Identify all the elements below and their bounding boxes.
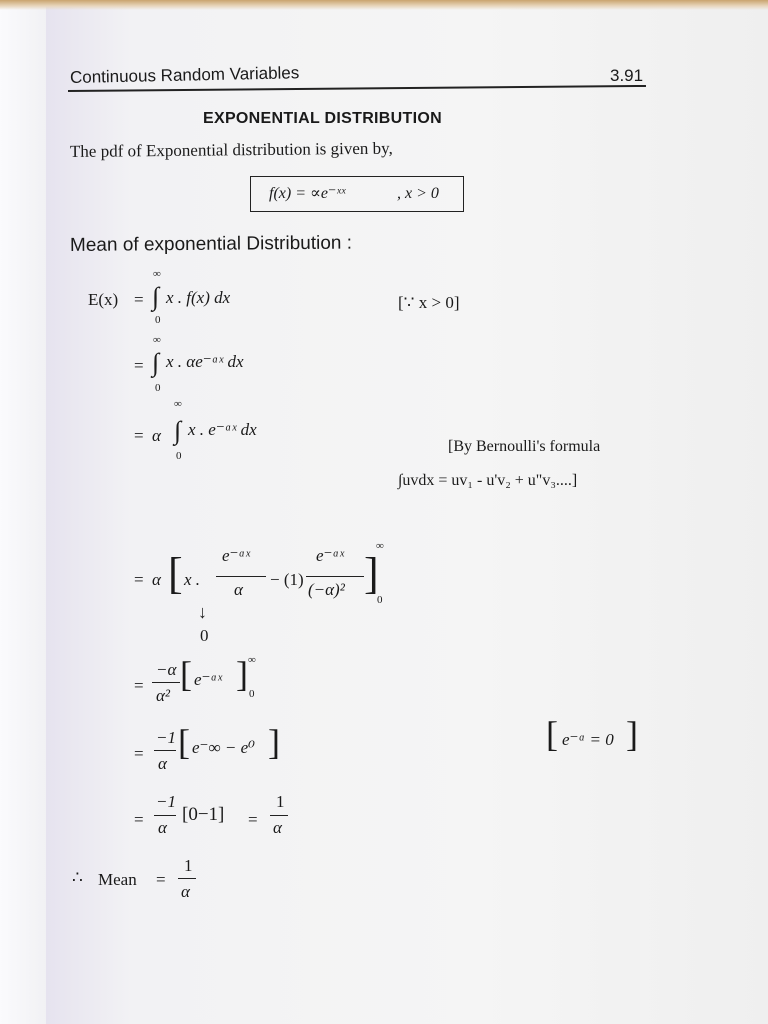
upper-limit-1: ∞ (153, 268, 161, 280)
integral-sign-2: ∫ (152, 348, 160, 377)
step7-right-bar (270, 815, 288, 816)
step5-numerator: −α (156, 660, 177, 679)
right-bracket-5: ] (236, 654, 248, 694)
alpha-coefficient-4: α (152, 570, 161, 589)
step7-body: [0−1] (182, 804, 225, 825)
step7-numerator: −1 (156, 792, 176, 811)
final-denominator: α (181, 882, 190, 901)
lower-limit-4: 0 (377, 594, 383, 606)
lower-limit-2: 0 (155, 382, 161, 394)
mean-label: Mean (98, 870, 137, 889)
left-bracket-5: [ (180, 654, 192, 694)
fraction1-denominator: α (234, 580, 243, 599)
condition-note: [∵ x > 0] (398, 293, 460, 312)
side-note-left-bracket: [ (546, 714, 558, 754)
step5-bar (152, 682, 180, 683)
upper-limit-4: ∞ (376, 540, 384, 552)
side-note: e⁻ᵅ = 0 (562, 730, 614, 749)
therefore-symbol: ∴ (72, 868, 83, 887)
integrand-3: x . e⁻ᵅˣ dx (188, 420, 257, 439)
fraction1-bar (216, 576, 266, 577)
lower-limit-5: 0 (249, 688, 255, 700)
integral-sign-1: ∫ (152, 282, 160, 311)
integral-sign-3: ∫ (174, 416, 182, 445)
equals-sign-4: = (134, 570, 144, 589)
fraction2-bar (306, 576, 364, 577)
pdf-formula-box (250, 176, 464, 212)
upper-limit-3: ∞ (174, 398, 182, 410)
bernoulli-note: [By Bernoulli's formula (448, 438, 601, 455)
pdf-condition: , x > 0 (397, 185, 439, 202)
fraction1-numerator: e⁻ᵅˣ (222, 546, 251, 565)
page-top-edge (0, 0, 768, 10)
step7-denominator: α (158, 818, 167, 837)
left-bracket-4: [ (168, 549, 183, 598)
lower-limit-3: 0 (176, 450, 182, 462)
step6-bar (154, 750, 176, 751)
step7-bar (154, 815, 176, 816)
left-bracket-6: [ (178, 722, 190, 762)
equals-sign-7: = (134, 810, 144, 829)
right-bracket-6: ] (268, 722, 280, 762)
equals-sign-2: = (134, 356, 144, 375)
step6-numerator: −1 (156, 728, 176, 747)
integrand-1: x . f(x) dx (166, 288, 231, 307)
final-bar (178, 878, 196, 879)
step7-right-denominator: α (273, 818, 282, 837)
alpha-coefficient: α (152, 426, 161, 445)
step6-denominator: α (158, 754, 167, 773)
equals-sign-6: = (134, 744, 144, 763)
arrow-result: 0 (200, 626, 209, 645)
equals-sign-final: = (156, 870, 166, 889)
side-note-right-bracket: ] (626, 714, 638, 754)
mean-heading: Mean of exponential Distribution : (69, 232, 353, 256)
page-number: 3.91 (610, 66, 644, 85)
minus-one-term: − (1) (270, 570, 304, 589)
fraction2-numerator: e⁻ᵅˣ (316, 546, 345, 565)
equals-sign-5: = (134, 676, 144, 695)
bernoulli-formula: ∫uvdx = uv₁ - u'v₂ + u"v₃....] (398, 472, 578, 489)
arrow-down-icon: ↓ (198, 602, 207, 622)
expectation-label: E(x) (88, 290, 119, 309)
page-gutter (0, 0, 46, 1024)
pdf-formula: f(x) = ∝e⁻ˣˣ (269, 185, 346, 202)
upper-limit-2: ∞ (153, 334, 161, 346)
step5-body: e⁻ᵅˣ (194, 670, 223, 689)
upper-limit-5: ∞ (248, 654, 256, 666)
right-bracket-4: ] (364, 549, 379, 598)
equals-sign-1: = (134, 290, 144, 309)
integrand-2: x . αe⁻ᵅˣ dx (166, 352, 244, 371)
equals-sign-3: = (134, 426, 144, 445)
x-dot-term: x . (184, 570, 201, 589)
running-header-title: Continuous Random Variables (69, 63, 300, 87)
final-numerator: 1 (184, 856, 193, 875)
step5-denominator: α² (156, 686, 171, 705)
step6-body: e⁻∞ − e⁰ (192, 738, 255, 757)
step7-right-numerator: 1 (276, 792, 285, 811)
equals-sign-7b: = (248, 810, 258, 829)
intro-text: The pdf of Exponential distribution is given by, (69, 138, 393, 161)
section-title: EXPONENTIAL DISTRIBUTION (203, 110, 442, 127)
fraction2-denominator: (−α)² (308, 580, 345, 599)
lower-limit-1: 0 (155, 314, 161, 326)
